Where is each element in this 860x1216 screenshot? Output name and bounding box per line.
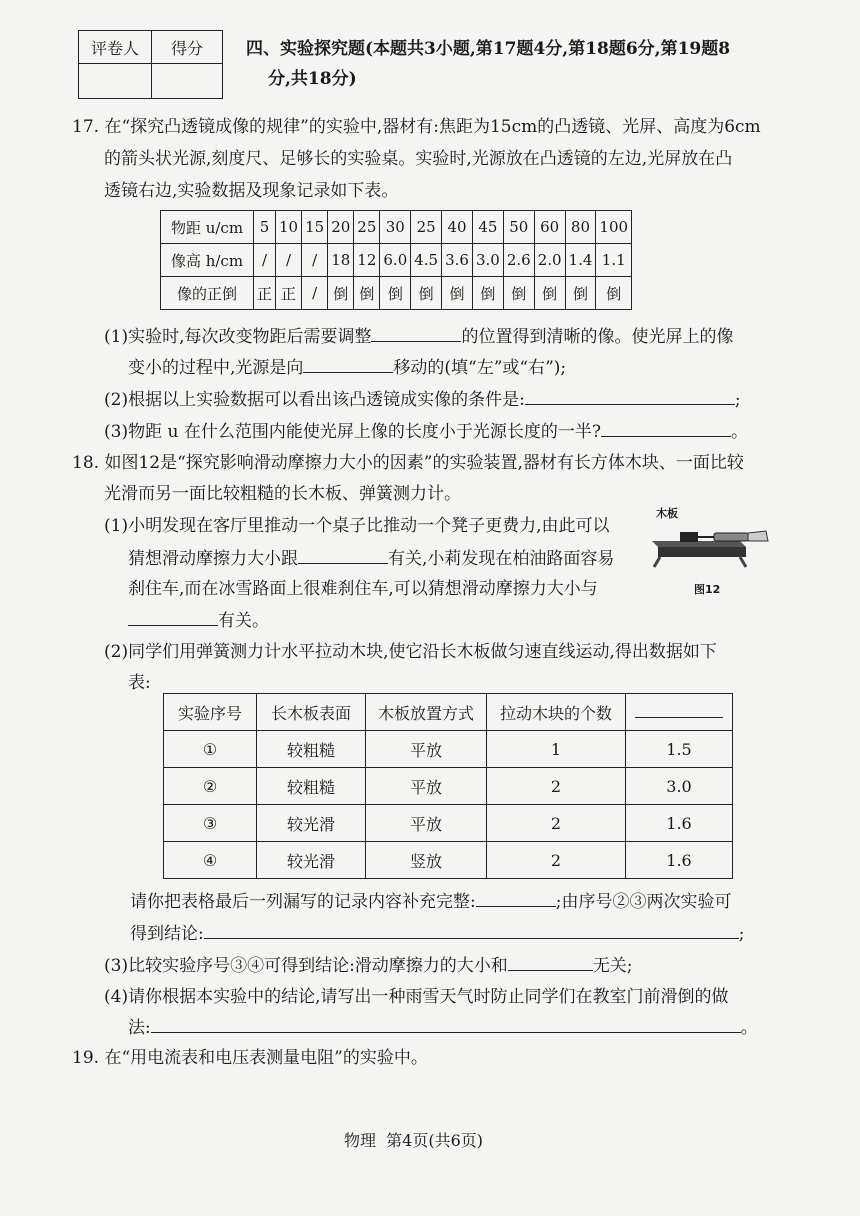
table-cell: ① xyxy=(164,731,257,768)
table-cell: 倒 xyxy=(442,277,473,310)
table-cell: 倒 xyxy=(534,277,565,310)
table-row xyxy=(164,805,733,842)
q18-part3 xyxy=(104,954,633,977)
table-cell: 1.6 xyxy=(626,805,733,842)
table-cell: 竖放 xyxy=(366,842,487,879)
table-cell: 12 xyxy=(354,244,380,277)
q17-part1-line2 xyxy=(128,356,566,379)
table-cell: 25 xyxy=(411,211,442,244)
answer-blank[interactable] xyxy=(151,1016,741,1033)
table-cell: 2.0 xyxy=(534,244,565,277)
table-cell: 较粗糙 xyxy=(257,731,366,768)
q18-p2d: ;由序号②③两次实验可 xyxy=(555,892,732,912)
table-cell: / xyxy=(302,244,328,277)
table-cell: 15 xyxy=(302,211,328,244)
q18-part4-line1: (4)请你根据本实验中的结论,请写出一种雨雪天气时防止同学们在教室门前滑倒的做 xyxy=(104,987,729,1007)
table-cell: / xyxy=(254,244,276,277)
punct: ; xyxy=(738,924,745,944)
answer-blank[interactable] xyxy=(601,420,731,437)
table-cell: 正 xyxy=(276,277,302,310)
table-cell: 2 xyxy=(487,805,626,842)
table-row xyxy=(164,842,733,879)
table-cell: ② xyxy=(164,768,257,805)
q18-part1-line2 xyxy=(128,547,614,570)
q17-part1-line1 xyxy=(104,325,733,348)
section-title-line1: 四、实验探究题(本题共3小题,第17题4分,第18题6分,第19题8 xyxy=(246,39,731,59)
answer-blank[interactable] xyxy=(298,547,388,564)
q18-intro-2: 光滑而另一面比较粗糙的长木板、弹簧测力计。 xyxy=(104,484,461,504)
q17-intro-3: 透镜右边,实验数据及现象记录如下表。 xyxy=(104,181,399,201)
q17-p3: (3)物距 u 在什么范围内能使光屏上像的长度小于光源长度的一半? xyxy=(104,422,601,442)
table-cell: 平放 xyxy=(366,768,487,805)
table-cell: 40 xyxy=(442,211,473,244)
q17-part2 xyxy=(104,388,741,411)
table-cell: 3.0 xyxy=(626,768,733,805)
answer-blank[interactable] xyxy=(303,356,393,373)
friction-apparatus-illustration xyxy=(650,519,770,569)
section-title-line2: 分,共18分) xyxy=(268,69,357,89)
table-header-row xyxy=(164,694,733,731)
q18-part1-line4 xyxy=(128,609,269,632)
row-label: 像高 h/cm xyxy=(161,244,254,277)
q17-p1d: 移动的(填“左”或“右”); xyxy=(393,358,567,378)
table-cell: 平放 xyxy=(366,805,487,842)
q18-p4b: 法: xyxy=(128,1018,151,1038)
page-footer: 物理 第4页(共6页) xyxy=(344,1131,484,1150)
q18-intro-1: 18. 如图12是“探究影响滑动摩擦力大小的因素”的实验装置,器材有长方体木块、一面比较 xyxy=(72,453,744,473)
figure-12 xyxy=(650,505,770,595)
column-header: 长木板表面 xyxy=(257,694,366,731)
table-cell: 3.6 xyxy=(442,244,473,277)
table-cell: 3.0 xyxy=(472,244,503,277)
q17-intro-2: 的箭头状光源,刻度尺、足够长的实验桌。实验时,光源放在凸透镜的左边,光屏放在凸 xyxy=(104,149,733,169)
grader-label: 评卷人 xyxy=(79,31,152,64)
score-box xyxy=(78,30,223,99)
q18-part2-line1: (2)同学们用弹簧测力计水平拉动木块,使它沿长木板做匀速直线运动,得出数据如下 xyxy=(104,642,717,662)
punct: ; xyxy=(734,390,741,410)
table-cell: 倒 xyxy=(411,277,442,310)
answer-blank[interactable] xyxy=(128,609,218,626)
table-cell: 较光滑 xyxy=(257,842,366,879)
q17-p2: (2)根据以上实验数据可以看出该凸透镜成实像的条件是: xyxy=(104,390,525,410)
q17-intro-1: 17. 在“探究凸透镜成像的规律”的实验中,器材有:焦距为15cm的凸透镜、光屏、高度为6cm xyxy=(72,117,761,137)
table-cell: 100 xyxy=(596,211,632,244)
q18-p1c: 有关,小莉发现在柏油路面容易 xyxy=(388,549,615,569)
table-cell: 2.6 xyxy=(503,244,534,277)
table-cell: 4.5 xyxy=(411,244,442,277)
answer-blank[interactable] xyxy=(508,954,593,971)
punct: 。 xyxy=(740,1018,758,1038)
table-row xyxy=(164,768,733,805)
q18-part1-line3: 刹住车,而在冰雪路面上很难刹住车,可以猜想滑动摩擦力大小与 xyxy=(128,579,598,599)
column-header: 木板放置方式 xyxy=(366,694,487,731)
table-cell: / xyxy=(276,244,302,277)
table-cell: 倒 xyxy=(596,277,632,310)
q18-part2-line4 xyxy=(130,922,744,945)
table-cell: 60 xyxy=(534,211,565,244)
q18-p1b: 猜想滑动摩擦力大小跟 xyxy=(128,549,298,569)
table-cell: 2 xyxy=(487,842,626,879)
q18-p3b: 无关; xyxy=(592,956,633,976)
score-cell xyxy=(152,64,223,99)
table-cell: 倒 xyxy=(328,277,354,310)
table-cell: 30 xyxy=(380,211,411,244)
table-cell: 较粗糙 xyxy=(257,768,366,805)
q18-part4-line2 xyxy=(128,1016,758,1039)
q17-p1c: 变小的过程中,光源是向 xyxy=(128,358,304,378)
table-cell: 80 xyxy=(565,211,596,244)
table-cell: 1.5 xyxy=(626,731,733,768)
table-cell: 45 xyxy=(472,211,503,244)
table-cell: 正 xyxy=(254,277,276,310)
table-cell: 25 xyxy=(354,211,380,244)
punct: 。 xyxy=(730,422,748,442)
table-cell: 20 xyxy=(328,211,354,244)
table-cell: 10 xyxy=(276,211,302,244)
table-cell: 较光滑 xyxy=(257,805,366,842)
answer-blank[interactable] xyxy=(476,890,556,907)
score-label: 得分 xyxy=(152,31,223,64)
friction-data-table xyxy=(163,693,733,879)
row-label: 像的正倒 xyxy=(161,277,254,310)
table-cell: 倒 xyxy=(354,277,380,310)
answer-blank[interactable] xyxy=(204,922,739,939)
table-cell: ③ xyxy=(164,805,257,842)
table-cell: 18 xyxy=(328,244,354,277)
lens-data-table xyxy=(160,210,632,310)
q17-part3 xyxy=(104,420,748,443)
table-cell: 平放 xyxy=(366,731,487,768)
table-cell: 倒 xyxy=(565,277,596,310)
answer-blank[interactable] xyxy=(371,325,461,342)
table-cell: 倒 xyxy=(472,277,503,310)
answer-blank[interactable] xyxy=(525,388,735,405)
distance-row xyxy=(161,211,632,244)
q18-p2e: 得到结论: xyxy=(130,924,204,944)
q18-p3a: (3)比较实验序号③④可得到结论:滑动摩擦力的大小和 xyxy=(104,956,508,976)
table-cell: 2 xyxy=(487,768,626,805)
table-cell: 1.1 xyxy=(596,244,632,277)
table-row xyxy=(164,731,733,768)
table-cell: 50 xyxy=(503,211,534,244)
answer-blank[interactable] xyxy=(635,703,723,718)
table-cell: ④ xyxy=(164,842,257,879)
figure-caption: 图12 xyxy=(694,583,721,596)
table-cell: 1 xyxy=(487,731,626,768)
height-row xyxy=(161,244,632,277)
table-cell: 倒 xyxy=(380,277,411,310)
table-cell: 5 xyxy=(254,211,276,244)
q18-part1-line1: (1)小明发现在客厅里推动一个桌子比推动一个凳子更费力,由此可以 xyxy=(104,516,610,536)
q18-part2-line2: 表: xyxy=(128,673,151,693)
orientation-row xyxy=(161,277,632,310)
q17-p1b: 的位置得到清晰的像。使光屏上的像 xyxy=(461,327,734,347)
q18-part2-line3 xyxy=(130,890,731,913)
missing-header-blank[interactable] xyxy=(626,694,733,731)
figure-label-board: 木板 xyxy=(656,507,678,520)
table-cell: 倒 xyxy=(503,277,534,310)
q17-p1a: (1)实验时,每次改变物距后需要调整 xyxy=(104,327,372,347)
column-header: 拉动木块的个数 xyxy=(487,694,626,731)
table-cell: / xyxy=(302,277,328,310)
table-cell: 1.6 xyxy=(626,842,733,879)
column-header: 实验序号 xyxy=(164,694,257,731)
table-cell: 1.4 xyxy=(565,244,596,277)
q18-p1e: 有关。 xyxy=(218,611,269,631)
q19-intro: 19. 在“用电流表和电压表测量电阻”的实验中。 xyxy=(72,1048,428,1068)
grader-cell xyxy=(79,64,152,99)
q18-p2c: 请你把表格最后一列漏写的记录内容补充完整: xyxy=(130,892,476,912)
table-cell: 6.0 xyxy=(380,244,411,277)
row-label: 物距 u/cm xyxy=(161,211,254,244)
